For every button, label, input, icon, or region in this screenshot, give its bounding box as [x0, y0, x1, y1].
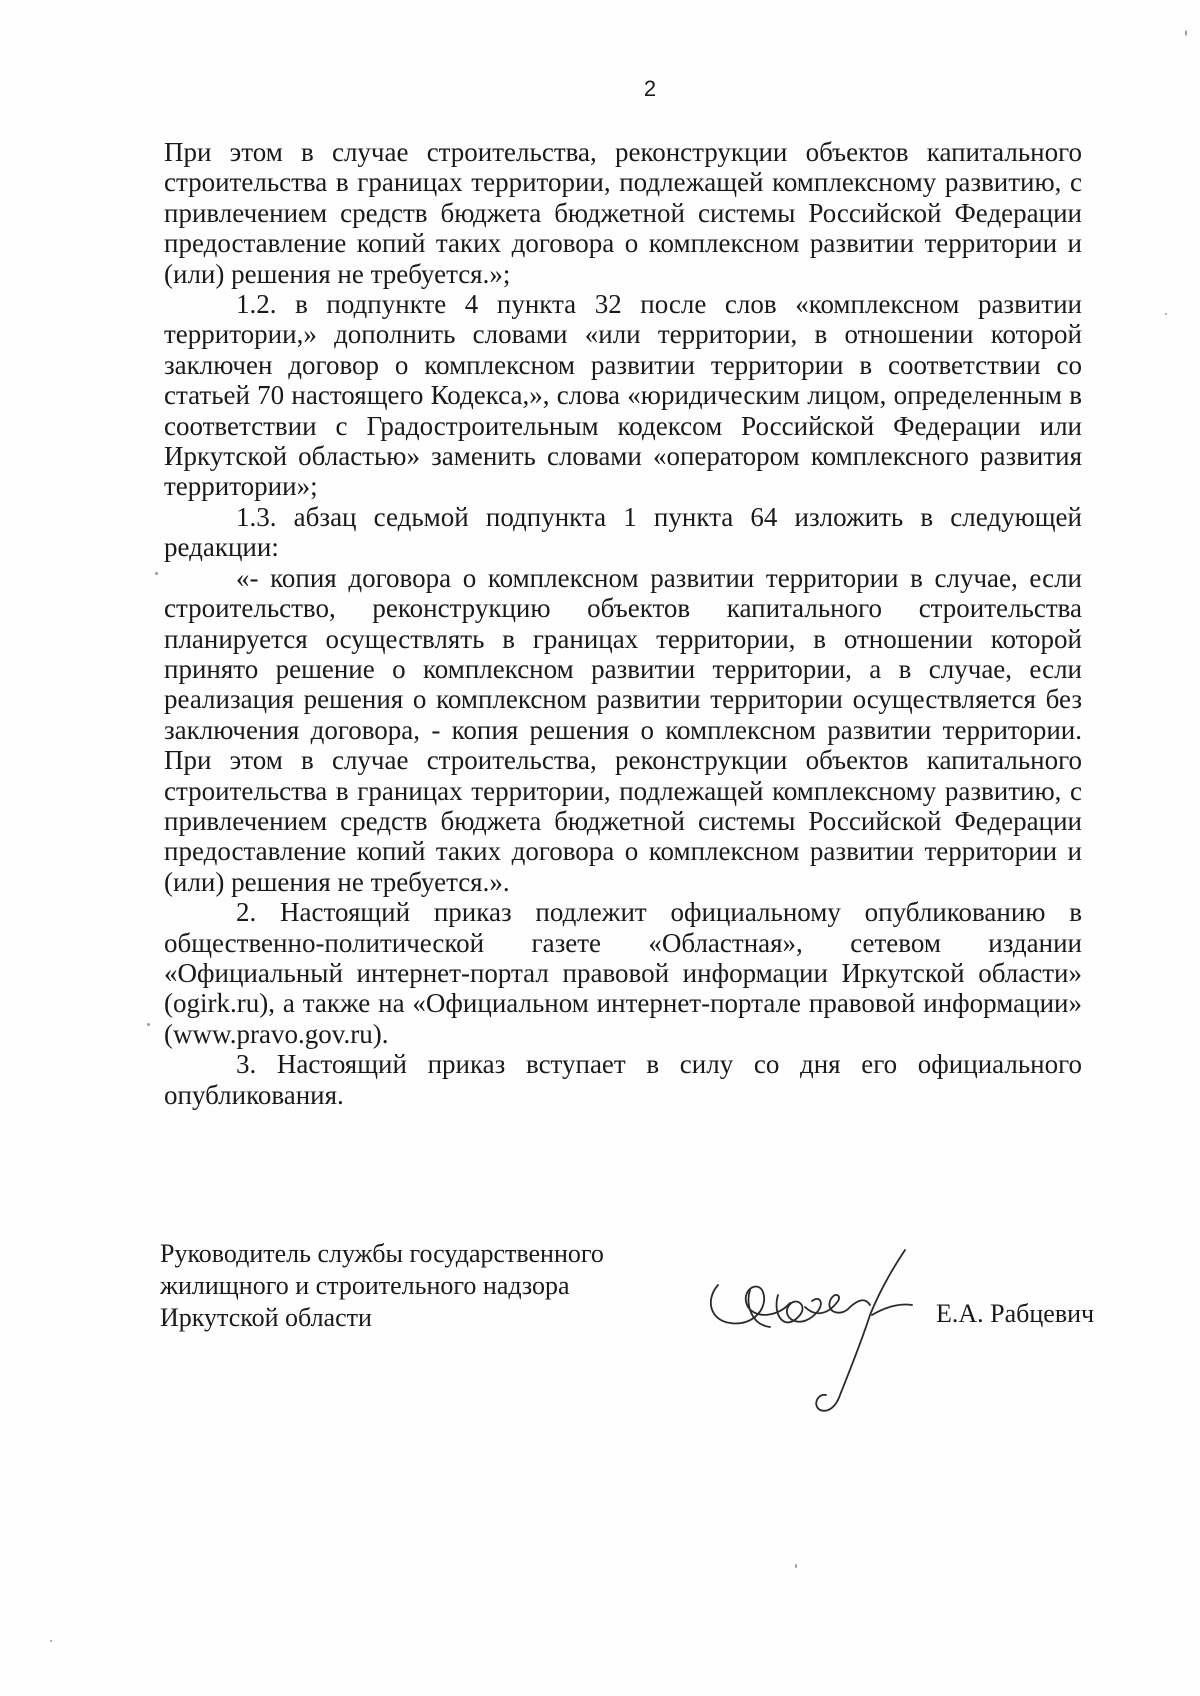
- paragraph: 1.2. в подпункте 4 пункта 32 после слов «комплексном развитии территории,» дополнить словами «или территории, в отношении которой заключен договор о комплексном развитии территории в соответствии со статьей 70 настоящего Кодекса,», слова «юридическим лицом, определенным в соответствии с Градостроительным кодексом Российской Федерации или Иркутской областью» заменить словами «оператором комплексного развития территории»;: [164, 289, 1082, 502]
- scan-speck: [795, 1564, 797, 1568]
- signer-position: [160, 1238, 604, 1334]
- paragraph: 1.3. абзац седьмой подпункта 1 пункта 64 изложить в следующей редакции:: [164, 501, 1082, 563]
- signer-name: Е.А. Рабцевич: [936, 1299, 1095, 1328]
- scan-speck: [1185, 30, 1187, 36]
- handwritten-signature: [700, 1245, 940, 1420]
- paragraph: При этом в случае строительства, реконструкции объектов капитального строительства в границах территории, подлежащей комплексному развитию, с привлечением средств бюджета бюджетной системы Российской Федерации предоставление копий таких договора о комплексном развитии территории и (или) решения не требуется.»;: [164, 137, 1082, 289]
- paragraph: «- копия договора о комплексном развитии территории в случае, если строительство, реконструкцию объектов капитального строительства планируется осуществлять в границах территории, в отношении которой принято решение о комплексном развитии территории, а в случае, если реализация решения о комплексном развитии территории осуществляется без заключения договора, - копия решения о комплексном развитии территории. При этом в случае строительства, реконструкции объектов капитального строительства в границах территории, подлежащей комплексному развитию, с привлечением средств бюджета бюджетной системы Российской Федерации предоставление копий таких договора о комплексном развитии территории и (или) решения не требуется.».: [164, 562, 1082, 897]
- scan-speck: [155, 572, 158, 575]
- signer-position-line: Руководитель службы государственного: [160, 1239, 604, 1268]
- page-number: 2: [643, 76, 657, 101]
- signer-position-line: Иркутской области: [160, 1303, 372, 1332]
- signer-position-line: жилищного и строительного надзора: [160, 1271, 570, 1300]
- paragraph: 3. Настоящий приказ вступает в силу со дня его официального опубликования.: [164, 1049, 1082, 1110]
- document-body: [164, 137, 1082, 1110]
- scan-speck: [147, 1023, 150, 1026]
- paragraph: 2. Настоящий приказ подлежит официальному опубликованию в общественно-политической газете «Областная», сетевом издании «Официальный интернет-портал правовой информации Иркутской области» (ogirk.ru), а также на «Официальном интернет-портале правовой информации» (www.pravo.gov.ru).: [164, 897, 1082, 1049]
- scan-speck: [50, 1640, 52, 1642]
- scan-speck: [1165, 313, 1167, 315]
